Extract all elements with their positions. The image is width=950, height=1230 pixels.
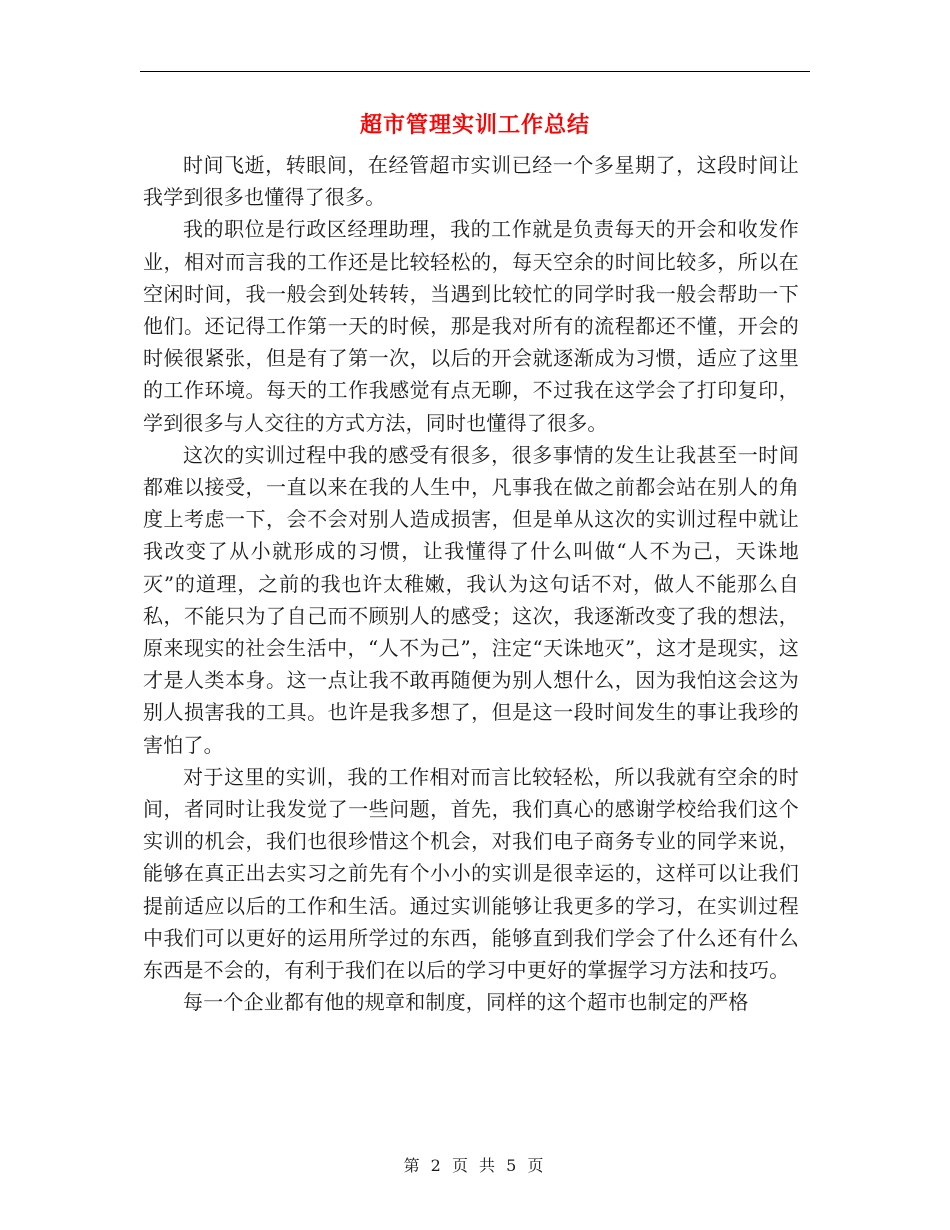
paragraph-3: 这次的实训过程中我的感受有很多，很多事情的发生让我甚至一时间都难以接受，一直以来在我的人生中，凡事我在做之前都会站在别人的角度上考虑一下，会不会对别人造成损害，但是单从这次的实训过程中就让我改变了从小就形成的习惯，让我懂得了什么叫做“人不为己，天诛地灭”的道理，之前的我也许太稚嫩，我认为这句话不对，做人不能那么自私，不能只为了自己而不顾别人的感受；这次，我逐渐改变了我的想法，原来现实的社会生活中，“人不为己”，注定“天诛地灭”，这才是现实，这才是人类本身。这一点让我不敢再随便为别人想什么，因为我怕这会这为别人损害我的工具。也许是我多想了，但是这一段时间发生的事让我珍的害怕了。 — [143, 442, 799, 757]
paragraph-5: 每一个企业都有他的规章和制度，同样的这个超市也制定的严格 — [183, 990, 749, 1015]
paragraph-1: 时间飞逝，转眼间，在经管超市实训已经一个多星期了，这段时间让我学到很多也懂得了很多。 — [143, 153, 799, 210]
document-title: 超市管理实训工作总结 — [359, 112, 590, 138]
document-body — [143, 149, 799, 1018]
header-rule — [140, 71, 810, 72]
paragraph-4: 对于这里的实训，我的工作相对而言比较轻松，所以我就有空余的时间，者同时让我发觉了一些问题，首先，我们真心的感谢学校给我们这个实训的机会，我们也很珍惜这个机会，对我们电子商务专业的同学来说，能够在真正出去实习之前先有个小小的实训是很幸运的，这样可以让我们提前适应以后的工作和生活。通过实训能够让我更多的学习，在实训过程中我们可以更好的运用所学过的东西，能够直到我们学会了什么还有什么东西是不会的，有利于我们在以后的学习中更好的掌握学习方法和技巧。 — [143, 764, 799, 983]
page-number-footer: 第 2 页 共 5 页 — [403, 1156, 547, 1175]
paragraph-2: 我的职位是行政区经理助理，我的工作就是负责每天的开会和收发作业，相对而言我的工作还是比较轻松的，每天空余的时间比较多，所以在空闲时间，我一般会到处转转，当遇到比较忙的同学时我一般会帮助一下他们。还记得工作第一天的时候，那是我对所有的流程都还不懂，开会的时候很紧张，但是有了第一次，以后的开会就逐渐成为习惯，适应了这里的工作环境。每天的工作我感觉有点无聊，不过我在这学会了打印复印，学到很多与人交往的方式方法，同时也懂得了很多。 — [143, 217, 799, 435]
